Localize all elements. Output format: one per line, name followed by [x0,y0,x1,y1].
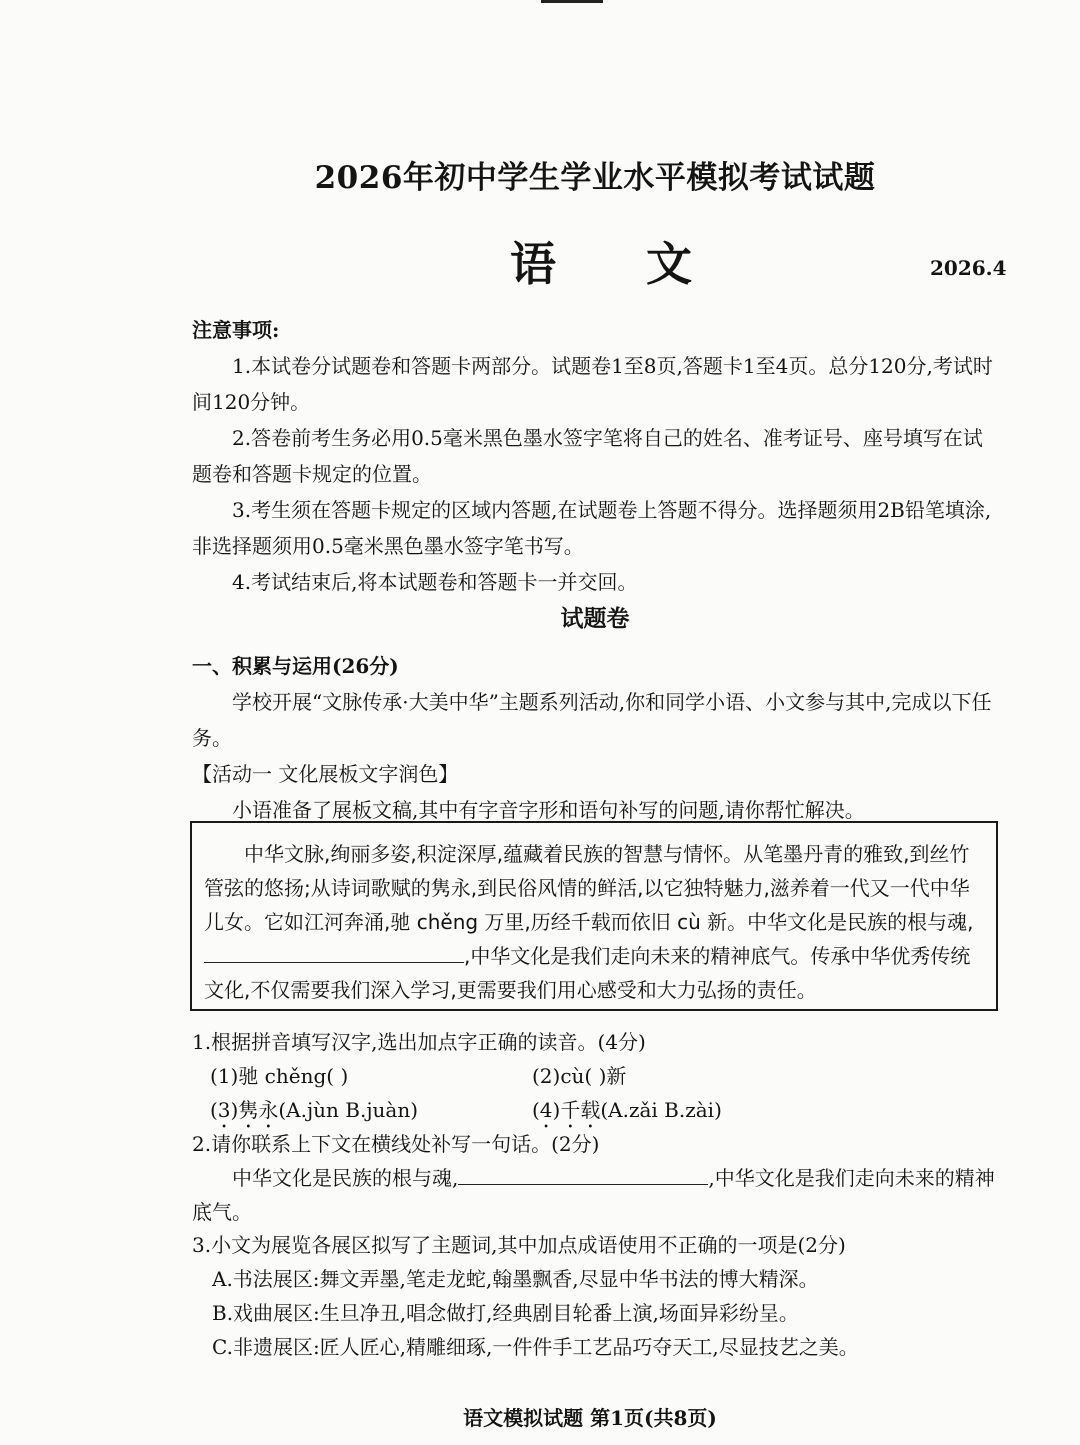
passage-text [204,837,984,1007]
q1-item-d-word: (4)千载 [532,1098,601,1122]
activity-intro: 小语准备了展板文稿,其中有字音字形和语句补写的问题,请你帮忙解决。 [232,798,865,822]
q3-stem: 3.小文为展览各展区拟写了主题词,其中加点成语使用不正确的一项是(2分) [192,1233,846,1257]
question-2 [192,1127,1002,1229]
part1-heading: 一、积累与运用(26分) [192,654,399,678]
notice-heading: 注意事项: [192,318,280,342]
passage-part-b: ,中华文化是我们走向未来的精神底气。传承中华优秀传统文化,不仅需要我们深入学习,更需要我们用心感受和大力弘扬的责任。 [204,944,971,1002]
subject-heading: 语文 [510,237,782,291]
section-title: 试题卷 [560,605,630,632]
notice-block [192,312,996,600]
q1-item-a: (1)驰 chěng( ) [210,1064,349,1088]
notice-item-1: 1.本试卷分试题卷和答题卡两部分。试题卷1至8页,答题卡1至4页。总分120分,考试时间120分钟。 [192,354,993,414]
notice-item-3: 3.考生须在答题卡规定的区域内答题,在试题卷上答题不得分。选择题须用2B铅笔填涂,非选择题须用0.5毫米黑色墨水签字笔书写。 [192,498,992,558]
q1-row-2 [192,1093,1002,1127]
q2-stem: 2.请你联系上下文在横线处补写一句话。(2分) [192,1132,600,1156]
question-1 [192,1025,1002,1127]
notice-item-4: 4.考试结束后,将本试题卷和答题卡一并交回。 [232,570,638,594]
exam-title: 2026年初中学生学业水平模拟考试试题 [314,160,876,196]
q3-option-b: B.戏曲展区:生旦净丑,唱念做打,经典剧目轮番上演,场面异彩纷呈。 [212,1301,799,1325]
q1-item-d-options: (A.zǎi B.zài) [600,1098,722,1122]
q3-option-a: A.书法展区:舞文弄墨,笔走龙蛇,翰墨飘香,尽显中华书法的博大精深。 [212,1267,819,1291]
q1-stem: 1.根据拼音填写汉字,选出加点字正确的读音。(4分) [192,1030,646,1054]
q2-line-a: 中华文化是民族的根与魂, [232,1166,459,1190]
q1-row-1 [192,1059,1002,1093]
part1-block [192,648,996,828]
passage-box [190,821,998,1011]
q1-item-c [210,1098,418,1122]
q2-line [192,1161,1002,1229]
q2-line-b: ,中华文化是我们走向未来的精神底气。 [192,1166,995,1224]
passage-part-a: 中华文脉,绚丽多姿,积淀深厚,蕴藏着民族的智慧与情怀。从笔墨丹青的雅致,到丝竹管弦的悠扬;从诗词歌赋的隽永,到民俗风情的鲜活,以它独特魅力,滋养着一代又一代中华儿女。它如江河奔涌,驰 chěng 万里,历经千载而依旧 cù 新。中华文化是民族的根与魂, [204,842,974,934]
exam-date: 2026.4 [930,256,1007,280]
activity-title: 【活动一 文化展板文字润色】 [192,762,459,786]
q3-option-c: C.非遗展区:匠人匠心,精雕细琢,一件件手工艺品巧夺天工,尽显技艺之美。 [212,1335,859,1359]
q2-blank [458,1162,708,1185]
q1-item-c-word: (3)隽永 [210,1098,279,1122]
top-rule [541,0,603,3]
page-footer: 语文模拟试题 第1页(共8页) [463,1406,717,1430]
q1-item-b: (2)cù( )新 [532,1064,627,1088]
part1-intro: 学校开展“文脉传承·大美中华”主题系列活动,你和同学小语、小文参与其中,完成以下任务。 [192,690,992,750]
q1-item-c-options: (A.jùn B.juàn) [278,1098,419,1122]
passage-blank [204,940,464,963]
notice-item-2: 2.答卷前考生务必用0.5毫米黑色墨水签字笔将自己的姓名、准考证号、座号填写在试题卷和答题卡规定的位置。 [192,426,983,486]
question-3 [192,1228,1002,1364]
